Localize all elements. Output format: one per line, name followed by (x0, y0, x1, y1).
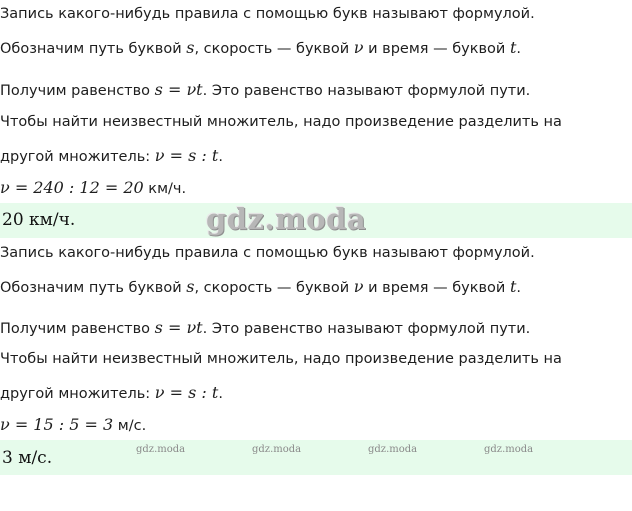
speed-formula-text: другой множитель: ν = s : t. (0, 146, 223, 165)
rule-definition-text: Запись какого-нибудь правила с помощью букв называют формулой. (0, 245, 535, 261)
speed-formula-text: другой множитель: ν = s : t. (0, 383, 223, 402)
watermark-small: gdz.moda (136, 444, 186, 455)
calculation-text: ν = 240 : 12 = 20 км/ч. (0, 178, 187, 197)
calculation-text: ν = 15 : 5 = 3 м/с. (0, 415, 147, 434)
rule-definition-text: Запись какого-нибудь правила с помощью букв называют формулой. (0, 6, 535, 22)
answer-box (0, 440, 632, 475)
path-formula-text: Получим равенство s = νt. Это равенство называют формулой пути. (0, 318, 531, 337)
factor-rule-text: Чтобы найти неизвестный множитель, надо произведение разделить на (0, 114, 562, 130)
answer-text: 20 км/ч. (2, 210, 76, 230)
notation-text: Обозначим путь буквой s, скорость — буквой ν и время — буквой t. (0, 277, 521, 296)
watermark-small: gdz.moda (252, 444, 302, 455)
notation-text: Обозначим путь буквой s, скорость — буквой ν и время — буквой t. (0, 38, 521, 57)
answer-text: 3 м/с. (2, 448, 53, 468)
factor-rule-text: Чтобы найти неизвестный множитель, надо произведение разделить на (0, 351, 562, 367)
watermark-small: gdz.moda (368, 444, 418, 455)
path-formula-text: Получим равенство s = νt. Это равенство называют формулой пути. (0, 80, 531, 99)
watermark-small: gdz.moda (484, 444, 534, 455)
watermark-logo: gdz.moda (206, 202, 367, 236)
